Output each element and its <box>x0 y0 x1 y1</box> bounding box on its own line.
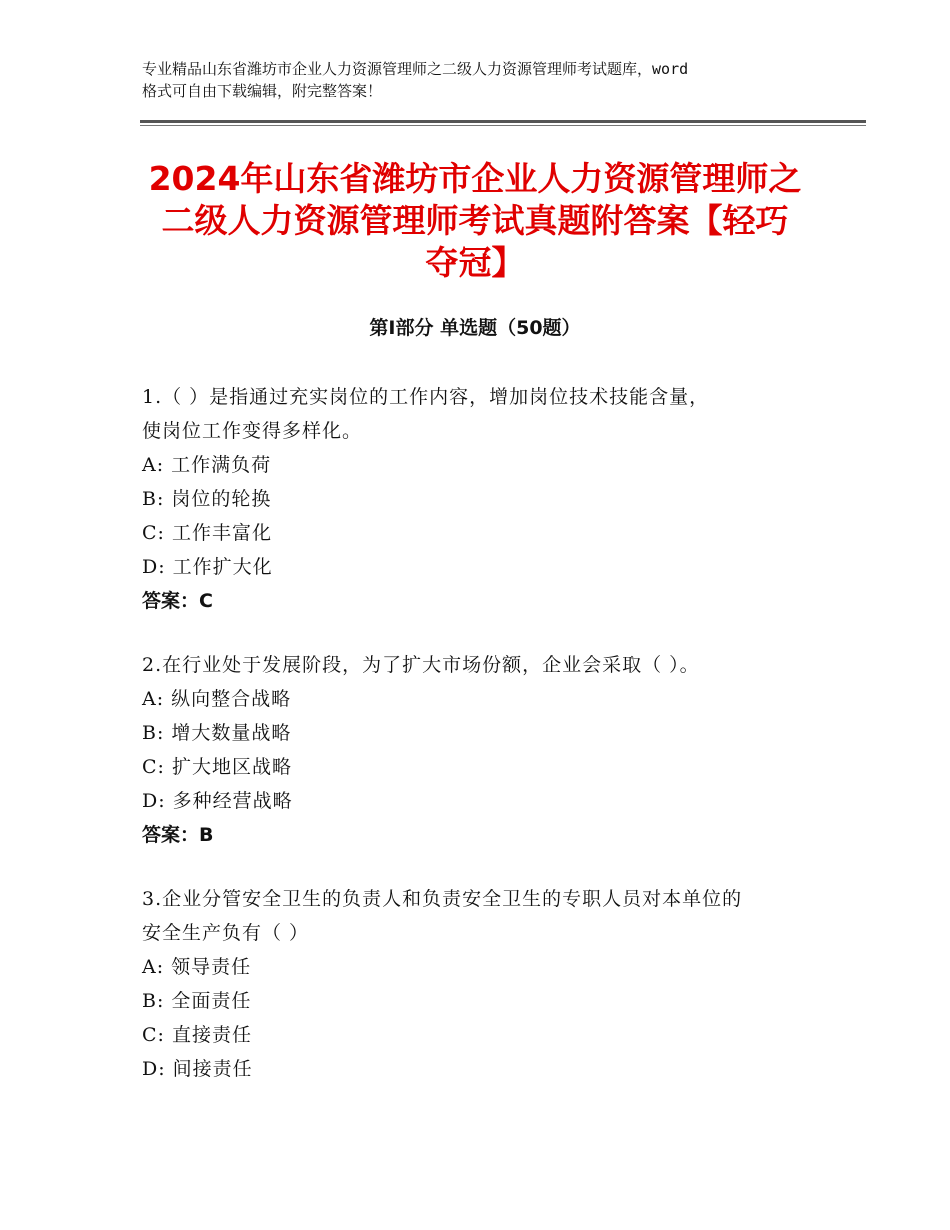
document-title-line-2: 二级人力资源管理师考试真题附答案【轻巧 <box>161 201 789 240</box>
question-stem-continued: 使岗位工作变得多样化。 <box>142 420 363 442</box>
option-b: B: 增大数量战略 <box>142 722 292 744</box>
option-d: D: 多种经营战略 <box>142 790 293 812</box>
question-3 <box>142 882 802 1086</box>
question-2 <box>142 648 802 852</box>
option-c: C: 扩大地区战略 <box>142 756 292 778</box>
question-stem: 2.在行业处于发展阶段，为了扩大市场份额，企业会采取（ ）。 <box>142 654 700 676</box>
answer: 答案：C <box>142 590 213 612</box>
option-a: A: 领导责任 <box>142 956 252 978</box>
document-title <box>140 158 810 284</box>
header-divider-thick <box>140 120 866 123</box>
section-title: 第Ⅰ部分 单选题（50题） <box>369 317 581 339</box>
question-list <box>142 380 802 1116</box>
option-d: D: 工作扩大化 <box>142 556 273 578</box>
document-title-line-3: 夺冠】 <box>425 243 525 282</box>
question-1 <box>142 380 802 618</box>
header-divider-thin <box>140 125 866 126</box>
option-c: C: 工作丰富化 <box>142 522 272 544</box>
document-title-line-1: 2024年山东省潍坊市企业人力资源管理师之 <box>148 159 802 198</box>
option-b: B: 岗位的轮换 <box>142 488 272 510</box>
header-note-line-1: 专业精品山东省潍坊市企业人力资源管理师之二级人力资源管理师考试题库，word <box>142 60 689 78</box>
option-a: A: 纵向整合战略 <box>142 688 292 710</box>
header-note <box>142 58 822 102</box>
header-note-line-2: 格式可自由下载编辑，附完整答案！ <box>142 82 383 100</box>
answer: 答案：B <box>142 824 214 846</box>
option-b: B: 全面责任 <box>142 990 252 1012</box>
question-stem: 3.企业分管安全卫生的负责人和负责安全卫生的专职人员对本单位的 <box>142 888 743 910</box>
question-stem-continued: 安全生产负有（ ） <box>142 922 310 944</box>
question-stem: 1.（ ）是指通过充实岗位的工作内容，增加岗位技术技能含量， <box>142 386 710 408</box>
option-d: D: 间接责任 <box>142 1058 253 1080</box>
option-c: C: 直接责任 <box>142 1024 252 1046</box>
option-a: A: 工作满负荷 <box>142 454 272 476</box>
